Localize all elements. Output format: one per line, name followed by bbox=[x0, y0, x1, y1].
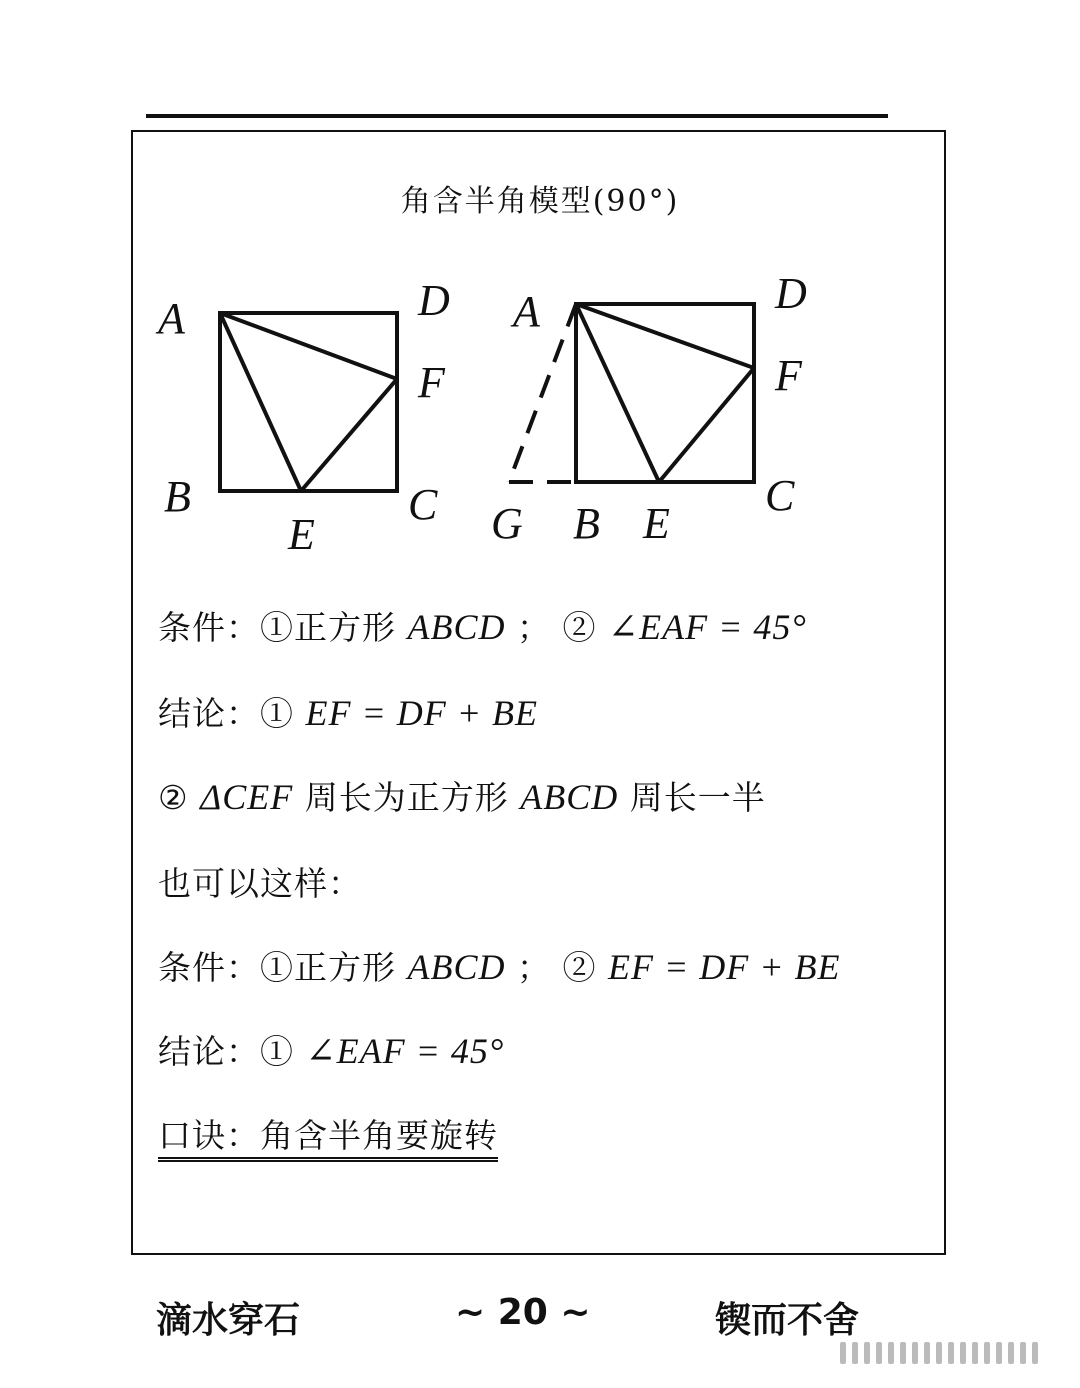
alternative-heading: 也可以这样： bbox=[158, 864, 362, 903]
label-b: B bbox=[573, 499, 600, 548]
condition-line-2: 条件：①正方形 ABCD ； ② EF = DF + BE bbox=[158, 947, 841, 987]
conclusion-line-3: 结论：① ∠EAF = 45° bbox=[158, 1031, 505, 1071]
segment-ef bbox=[301, 379, 397, 491]
footer-page-number: ~ 20 ~ bbox=[455, 1292, 591, 1333]
label-b: B bbox=[164, 472, 191, 521]
label-c: C bbox=[765, 471, 795, 520]
conclusion-line-2: ② ΔCEF 周长为正方形 ABCD 周长一半 bbox=[158, 777, 766, 817]
label-g: G bbox=[491, 499, 523, 548]
label-a: A bbox=[158, 294, 185, 343]
label-d: D bbox=[418, 276, 450, 325]
footer-right-motto: 锲而不舍 bbox=[715, 1300, 860, 1341]
square-abcd bbox=[220, 313, 397, 491]
label-a: A bbox=[513, 287, 540, 336]
conclusion-line-1: 结论：① EF = DF + BE bbox=[158, 693, 539, 733]
condition-line-1: 条件：①正方形 ABCD ； ② ∠EAF = 45° bbox=[158, 607, 807, 647]
watermark-bars bbox=[840, 1342, 1055, 1368]
segment-ef bbox=[659, 368, 754, 482]
figure-square-half-angle bbox=[150, 275, 480, 560]
label-c: C bbox=[408, 480, 438, 529]
footer-left-motto: 滴水穿石 bbox=[156, 1300, 301, 1341]
label-e: E bbox=[288, 510, 315, 559]
square-abcd bbox=[576, 304, 754, 482]
mnemonic-text: 口诀：角含半角要旋转 bbox=[158, 1116, 498, 1162]
mnemonic-line bbox=[158, 1110, 498, 1157]
label-f: F bbox=[775, 351, 802, 400]
label-e: E bbox=[643, 499, 670, 548]
page-title: 角含半角模型(90°) bbox=[400, 184, 680, 219]
figure-rotation bbox=[485, 268, 830, 558]
label-d: D bbox=[775, 269, 807, 318]
label-f: F bbox=[418, 358, 445, 407]
top-rule bbox=[146, 114, 888, 118]
